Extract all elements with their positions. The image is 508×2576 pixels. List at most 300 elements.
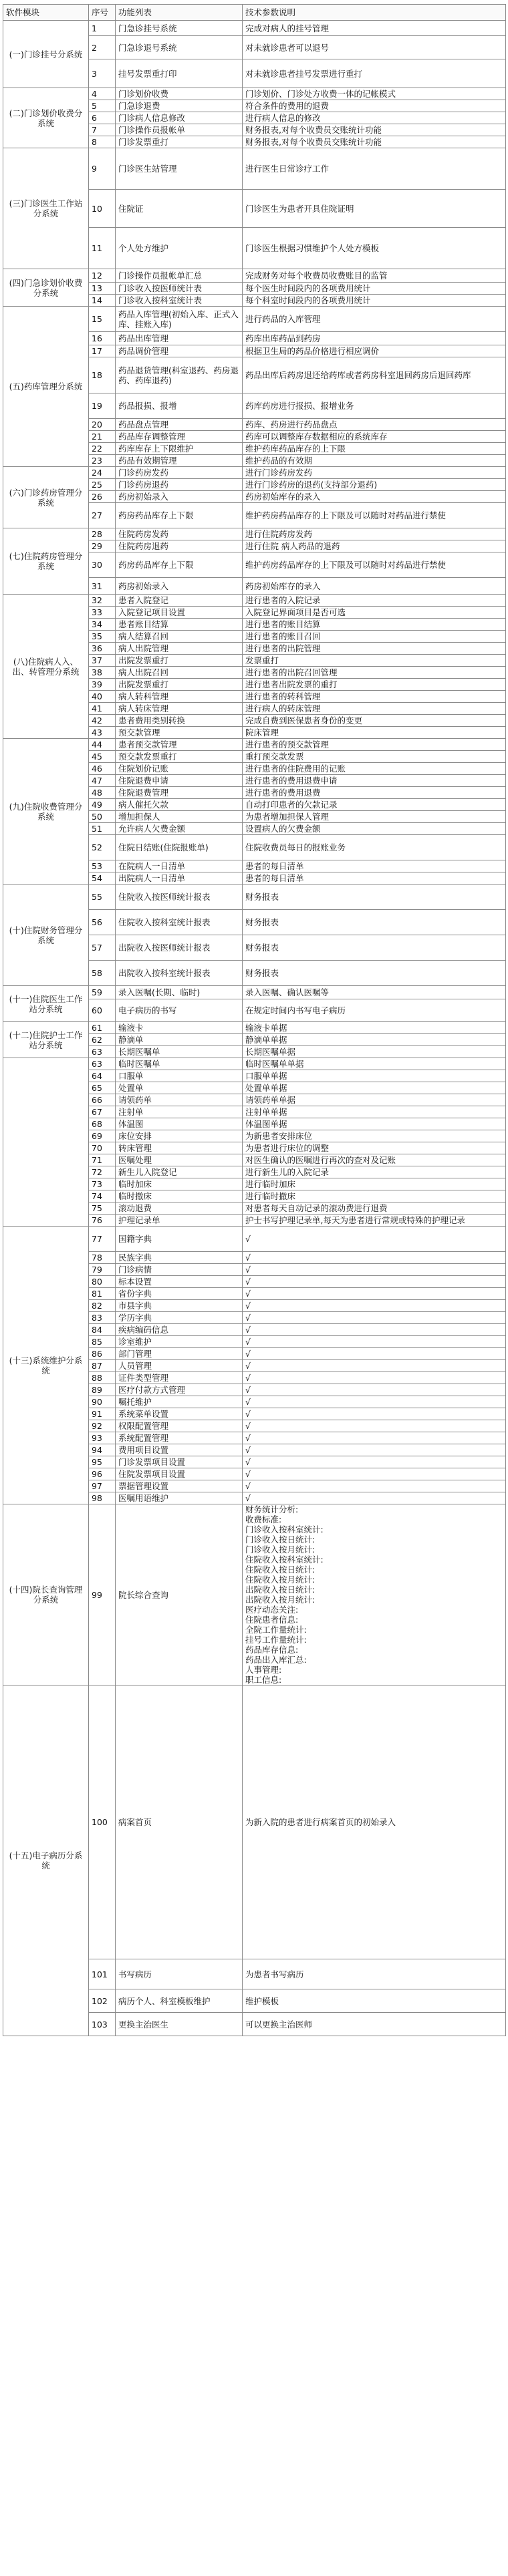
param-cell: 门诊医生根据习惯维护个人处方模板 xyxy=(243,228,506,269)
param-cell: 进行患者的账目结算 xyxy=(243,619,506,631)
param-cell: √ xyxy=(243,1408,506,1420)
function-cell: 门诊收入按医师统计表 xyxy=(116,283,243,295)
module-cell: (十四)院长查询管理分系统 xyxy=(3,1504,89,1685)
module-cell: (十)住院财务管理分系统 xyxy=(3,884,89,986)
header-seq: 序号 xyxy=(89,5,116,21)
seq-cell: 99 xyxy=(89,1504,116,1685)
function-cell: 民族字典 xyxy=(116,1252,243,1264)
seq-cell: 25 xyxy=(89,479,116,491)
param-cell: √ xyxy=(243,1324,506,1336)
seq-cell: 24 xyxy=(89,467,116,479)
seq-cell: 69 xyxy=(89,1130,116,1142)
param-cell: 静滴单单据 xyxy=(243,1034,506,1046)
function-cell: 病人结算召回 xyxy=(116,631,243,643)
seq-cell: 23 xyxy=(89,455,116,467)
seq-cell: 98 xyxy=(89,1492,116,1504)
seq-cell: 21 xyxy=(89,431,116,443)
seq-cell: 103 xyxy=(89,2013,116,2036)
param-cell: 门诊医生为患者开具住院证明 xyxy=(243,190,506,228)
table-row xyxy=(3,307,506,332)
module-cell: (九)住院收费管理分系统 xyxy=(3,739,89,884)
seq-cell: 40 xyxy=(89,691,116,703)
seq-cell: 32 xyxy=(89,595,116,607)
seq-cell: 63 xyxy=(89,1058,116,1070)
function-cell: 病人转床管理 xyxy=(116,703,243,715)
seq-cell: 38 xyxy=(89,667,116,679)
param-cell: 维护药品的有效期 xyxy=(243,455,506,467)
function-cell: 门诊药房发药 xyxy=(116,467,243,479)
seq-cell: 81 xyxy=(89,1288,116,1300)
table-row xyxy=(3,148,506,190)
function-cell: 院长综合查询 xyxy=(116,1504,243,1685)
param-cell: 符合条件的费用的退费 xyxy=(243,100,506,112)
param-cell: 体温图单据 xyxy=(243,1118,506,1130)
spec-table xyxy=(3,4,506,2036)
seq-cell: 84 xyxy=(89,1324,116,1336)
param-cell: 每个医生时间段内的各项费用统计 xyxy=(243,283,506,295)
param-cell: 进行患者的费用退费申请 xyxy=(243,775,506,787)
seq-cell: 42 xyxy=(89,715,116,727)
seq-cell: 45 xyxy=(89,751,116,763)
table-row xyxy=(3,1504,506,1685)
function-cell: 床位安排 xyxy=(116,1130,243,1142)
param-cell: 发票重打 xyxy=(243,655,506,667)
function-cell: 医嘱处理 xyxy=(116,1154,243,1166)
function-cell: 药品库存调整管理 xyxy=(116,431,243,443)
seq-cell: 28 xyxy=(89,528,116,540)
seq-cell: 33 xyxy=(89,607,116,619)
param-cell: 自动打印患者的欠款记录 xyxy=(243,799,506,811)
param-cell: 进行患者的转科管理 xyxy=(243,691,506,703)
function-cell: 疾病编码信息 xyxy=(116,1324,243,1336)
seq-cell: 96 xyxy=(89,1468,116,1480)
table-row xyxy=(3,21,506,36)
param-cell: 进行临时加床 xyxy=(243,1178,506,1190)
seq-cell: 102 xyxy=(89,1989,116,2013)
seq-cell: 74 xyxy=(89,1190,116,1202)
table-row xyxy=(3,1685,506,1959)
param-cell: 为患者进行床位的调整 xyxy=(243,1142,506,1154)
function-cell: 门诊药房退药 xyxy=(116,479,243,491)
param-cell: 入院登记界面项目是否可选 xyxy=(243,607,506,619)
spec-document xyxy=(3,4,505,2572)
function-cell: 门急诊退号系统 xyxy=(116,36,243,59)
seq-cell: 73 xyxy=(89,1178,116,1190)
function-cell: 病人出院管理 xyxy=(116,643,243,655)
param-cell: 药库可以调整库存数据相应的系统库存 xyxy=(243,431,506,443)
seq-cell: 86 xyxy=(89,1348,116,1360)
param-cell: 进行患者的预交款管理 xyxy=(243,739,506,751)
function-cell: 门诊操作员报帐单 xyxy=(116,124,243,136)
seq-cell: 59 xyxy=(89,986,116,999)
function-cell: 药房初始录入 xyxy=(116,491,243,503)
function-cell: 住院退费申请 xyxy=(116,775,243,787)
seq-cell: 9 xyxy=(89,148,116,190)
function-cell: 医疗付款方式管理 xyxy=(116,1384,243,1396)
param-cell: 药库出库药品到药房 xyxy=(243,332,506,345)
seq-cell: 53 xyxy=(89,860,116,872)
function-cell: 票据管理设置 xyxy=(116,1480,243,1492)
seq-cell: 7 xyxy=(89,124,116,136)
seq-cell: 12 xyxy=(89,269,116,283)
function-cell: 入院登记项目设置 xyxy=(116,607,243,619)
seq-cell: 17 xyxy=(89,345,116,357)
spec-table-body xyxy=(3,21,506,2036)
param-cell: √ xyxy=(243,1276,506,1288)
param-cell: 维护药房药品库存的上下限及可以随时对药品进行禁使 xyxy=(243,552,506,578)
param-cell: 维护药房药品库存的上下限及可以随时对药品进行禁使 xyxy=(243,503,506,528)
table-row xyxy=(3,595,506,607)
seq-cell: 76 xyxy=(89,1215,116,1227)
param-cell: 对患者每天自动记录的滚动费进行退费 xyxy=(243,1202,506,1215)
seq-cell: 87 xyxy=(89,1360,116,1372)
seq-cell: 8 xyxy=(89,136,116,148)
function-cell: 药品出库管理 xyxy=(116,332,243,345)
param-cell: √ xyxy=(243,1360,506,1372)
param-cell: 每个科室时间段内的各项费用统计 xyxy=(243,295,506,307)
table-row xyxy=(3,1022,506,1034)
seq-cell: 19 xyxy=(89,393,116,419)
module-cell: (二)门诊划价收费分系统 xyxy=(3,88,89,148)
module-cell: (十三)系统维护分系统 xyxy=(3,1227,89,1504)
param-cell: √ xyxy=(243,1336,506,1348)
param-cell: 进行患者的费用退费 xyxy=(243,787,506,799)
param-cell: 为新入院的患者进行病案首页的初始录入 xyxy=(243,1685,506,1959)
seq-cell: 54 xyxy=(89,872,116,884)
param-cell: 药品出库后药房退还给药库或者药房科室退回药房后退回药库 xyxy=(243,357,506,393)
param-cell: 重打预交款发票 xyxy=(243,751,506,763)
seq-cell: 44 xyxy=(89,739,116,751)
seq-cell: 15 xyxy=(89,307,116,332)
seq-cell: 97 xyxy=(89,1480,116,1492)
seq-cell: 46 xyxy=(89,763,116,775)
module-cell: (十五)电子病历分系统 xyxy=(3,1685,89,2036)
function-cell: 药品盘点管理 xyxy=(116,419,243,431)
seq-cell: 70 xyxy=(89,1142,116,1154)
module-cell: (一)门诊挂号分系统 xyxy=(3,21,89,88)
function-cell: 出院病人一日清单 xyxy=(116,872,243,884)
param-cell: 维护模板 xyxy=(243,1989,506,2013)
function-cell: 证件类型管理 xyxy=(116,1372,243,1384)
param-cell: 长期医嘱单据 xyxy=(243,1046,506,1058)
seq-cell: 16 xyxy=(89,332,116,345)
param-cell: 财务报表 xyxy=(243,884,506,910)
param-cell: 维护药库药品库存的上下限 xyxy=(243,443,506,455)
seq-cell: 66 xyxy=(89,1094,116,1106)
seq-cell: 47 xyxy=(89,775,116,787)
seq-cell: 29 xyxy=(89,540,116,552)
seq-cell: 13 xyxy=(89,283,116,295)
function-cell: 门诊病人信息修改 xyxy=(116,112,243,124)
seq-cell: 64 xyxy=(89,1070,116,1082)
function-cell: 病人转科管理 xyxy=(116,691,243,703)
module-cell: (六)门诊药房管理分系统 xyxy=(3,467,89,528)
seq-cell: 36 xyxy=(89,643,116,655)
function-cell: 省份字典 xyxy=(116,1288,243,1300)
function-cell: 住院收入按科室统计报表 xyxy=(116,910,243,935)
function-cell: 药品退货管理(科室退药、药房退药、药库退药) xyxy=(116,357,243,393)
param-cell: √ xyxy=(243,1312,506,1324)
module-cell: (四)门急诊划价收费分系统 xyxy=(3,269,89,307)
function-cell: 门诊收入按科室统计表 xyxy=(116,295,243,307)
seq-cell: 37 xyxy=(89,655,116,667)
seq-cell: 71 xyxy=(89,1154,116,1166)
param-cell: 完成财务对每个收费员收费账目的监管 xyxy=(243,269,506,283)
function-cell: 临时加床 xyxy=(116,1178,243,1190)
seq-cell: 41 xyxy=(89,703,116,715)
module-cell: (七)住院药房管理分系统 xyxy=(3,528,89,595)
param-cell: 进行药品的入库管理 xyxy=(243,307,506,332)
param-cell: 护士书写护理记录单,每天为患者进行常规或特殊的护理记录 xyxy=(243,1215,506,1227)
module-cell: (三)门诊医生工作站分系统 xyxy=(3,148,89,269)
function-cell: 录入医嘱(长期、临时) xyxy=(116,986,243,999)
param-cell: 药房初始库存的录入 xyxy=(243,491,506,503)
param-cell: √ xyxy=(243,1227,506,1252)
param-cell: 输液卡单据 xyxy=(243,1022,506,1034)
param-cell: 药库药房进行报损、报增业务 xyxy=(243,393,506,419)
param-cell: √ xyxy=(243,1420,506,1432)
param-cell: 为患者增加担保人管理 xyxy=(243,811,506,823)
function-cell: 标本设置 xyxy=(116,1276,243,1288)
function-cell: 人员管理 xyxy=(116,1360,243,1372)
function-cell: 市县字典 xyxy=(116,1300,243,1312)
param-cell: 药库、药房进行药品盘点 xyxy=(243,419,506,431)
param-cell: 进行医生日常诊疗工作 xyxy=(243,148,506,190)
function-cell: 门诊操作员报帐单汇总 xyxy=(116,269,243,283)
seq-cell: 83 xyxy=(89,1312,116,1324)
param-cell: 根据卫生局的药品价格进行相应调价 xyxy=(243,345,506,357)
param-cell: 进行新生儿的入院记录 xyxy=(243,1166,506,1178)
seq-cell: 52 xyxy=(89,835,116,860)
seq-cell: 92 xyxy=(89,1420,116,1432)
function-cell: 电子病历的书写 xyxy=(116,999,243,1022)
function-cell: 住院日结账(住院报账单) xyxy=(116,835,243,860)
function-cell: 病人催托欠款 xyxy=(116,799,243,811)
seq-cell: 27 xyxy=(89,503,116,528)
param-cell: 请领药单单据 xyxy=(243,1094,506,1106)
param-cell: 完成对病人的挂号管理 xyxy=(243,21,506,36)
param-cell: √ xyxy=(243,1396,506,1408)
function-cell: 住院退费管理 xyxy=(116,787,243,799)
seq-cell: 91 xyxy=(89,1408,116,1420)
seq-cell: 14 xyxy=(89,295,116,307)
seq-cell: 18 xyxy=(89,357,116,393)
table-row xyxy=(3,739,506,751)
seq-cell: 55 xyxy=(89,884,116,910)
function-cell: 病案首页 xyxy=(116,1685,243,1959)
seq-cell: 20 xyxy=(89,419,116,431)
function-cell: 门诊发票重打 xyxy=(116,136,243,148)
function-cell: 书写病历 xyxy=(116,1959,243,1989)
function-cell: 医嘱用语维护 xyxy=(116,1492,243,1504)
seq-cell: 101 xyxy=(89,1959,116,1989)
seq-cell: 48 xyxy=(89,787,116,799)
param-cell: 财务报表 xyxy=(243,935,506,961)
seq-cell: 78 xyxy=(89,1252,116,1264)
seq-cell: 85 xyxy=(89,1336,116,1348)
seq-cell: 82 xyxy=(89,1300,116,1312)
function-cell: 转床管理 xyxy=(116,1142,243,1154)
seq-cell: 2 xyxy=(89,36,116,59)
seq-cell: 95 xyxy=(89,1456,116,1468)
param-cell: 进行患者的账目召回 xyxy=(243,631,506,643)
module-cell: (八)住院病人入、出、转管理分系统 xyxy=(3,595,89,739)
seq-cell: 90 xyxy=(89,1396,116,1408)
table-row xyxy=(3,884,506,910)
function-cell: 门诊病情 xyxy=(116,1264,243,1276)
seq-cell: 10 xyxy=(89,190,116,228)
param-cell: √ xyxy=(243,1492,506,1504)
function-cell: 住院证 xyxy=(116,190,243,228)
function-cell: 出院收入按医师统计报表 xyxy=(116,935,243,961)
param-cell: 住院收费员每日的报账业务 xyxy=(243,835,506,860)
function-cell: 学历字典 xyxy=(116,1312,243,1324)
function-cell: 静滴单 xyxy=(116,1034,243,1046)
function-cell: 更换主治医生 xyxy=(116,2013,243,2036)
table-row xyxy=(3,1058,506,1070)
header-row xyxy=(3,5,506,21)
param-cell: √ xyxy=(243,1372,506,1384)
param-cell: √ xyxy=(243,1288,506,1300)
module-cell xyxy=(3,1058,89,1227)
function-cell: 请领药单 xyxy=(116,1094,243,1106)
function-cell: 病人出院召回 xyxy=(116,667,243,679)
seq-cell: 51 xyxy=(89,823,116,835)
seq-cell: 4 xyxy=(89,88,116,100)
table-row xyxy=(3,1227,506,1252)
function-cell: 门诊医生站管理 xyxy=(116,148,243,190)
param-cell: 为患者书写病历 xyxy=(243,1959,506,1989)
seq-cell: 62 xyxy=(89,1034,116,1046)
seq-cell: 63 xyxy=(89,1046,116,1058)
seq-cell: 61 xyxy=(89,1022,116,1034)
param-cell: 进行患者的住院费用的记账 xyxy=(243,763,506,775)
param-cell: √ xyxy=(243,1444,506,1456)
param-cell: 门诊划价、门诊处方收费一体的记帐模式 xyxy=(243,88,506,100)
function-cell: 个人处方维护 xyxy=(116,228,243,269)
param-cell: √ xyxy=(243,1252,506,1264)
seq-cell: 67 xyxy=(89,1106,116,1118)
function-cell: 病历个人、科室模板维护 xyxy=(116,1989,243,2013)
param-cell: 进行患者的入院记录 xyxy=(243,595,506,607)
function-cell: 出院收入按科室统计报表 xyxy=(116,961,243,986)
function-cell: 门诊发票项目设置 xyxy=(116,1456,243,1468)
seq-cell: 93 xyxy=(89,1432,116,1444)
function-cell: 部门管理 xyxy=(116,1348,243,1360)
param-cell: 处置单单据 xyxy=(243,1082,506,1094)
param-cell: 临时医嘱单单据 xyxy=(243,1058,506,1070)
table-row xyxy=(3,467,506,479)
param-cell: √ xyxy=(243,1456,506,1468)
header-func: 功能列表 xyxy=(116,5,243,21)
seq-cell: 49 xyxy=(89,799,116,811)
function-cell: 输液卡 xyxy=(116,1022,243,1034)
function-cell: 诊室维护 xyxy=(116,1336,243,1348)
function-cell: 滚动退费 xyxy=(116,1202,243,1215)
param-cell: 设置病人的欠费金额 xyxy=(243,823,506,835)
param-cell: 进行住院 病人药品的退药 xyxy=(243,540,506,552)
param-cell: 进行门诊药房的退药(支持部分退药) xyxy=(243,479,506,491)
param-cell: 进行病人的转床管理 xyxy=(243,703,506,715)
function-cell: 权限配置管理 xyxy=(116,1420,243,1432)
function-cell: 长期医嘱单 xyxy=(116,1046,243,1058)
function-cell: 口服单 xyxy=(116,1070,243,1082)
function-cell: 注射单 xyxy=(116,1106,243,1118)
param-cell: 在规定时间内书写电子病历 xyxy=(243,999,506,1022)
param-cell: 患者的每日清单 xyxy=(243,872,506,884)
param-cell: √ xyxy=(243,1264,506,1276)
param-cell: 进行住院药房发药 xyxy=(243,528,506,540)
function-cell: 住院划价记账 xyxy=(116,763,243,775)
function-cell: 门急诊退费 xyxy=(116,100,243,112)
function-cell: 患者入院登记 xyxy=(116,595,243,607)
seq-cell: 31 xyxy=(89,578,116,595)
header-module: 软件模块 xyxy=(3,5,89,21)
function-cell: 药品报损、报增 xyxy=(116,393,243,419)
function-cell: 系统配置管理 xyxy=(116,1432,243,1444)
function-cell: 处置单 xyxy=(116,1082,243,1094)
param-cell: 财务报表 xyxy=(243,961,506,986)
param-cell: 财务报表,对每个收费员交账统计功能 xyxy=(243,124,506,136)
table-row xyxy=(3,88,506,100)
param-cell: 对未就诊患者可以退号 xyxy=(243,36,506,59)
param-cell: 进行患者出院发票的重打 xyxy=(243,679,506,691)
seq-cell: 57 xyxy=(89,935,116,961)
function-cell: 住院发票项目设置 xyxy=(116,1468,243,1480)
seq-cell: 50 xyxy=(89,811,116,823)
param-cell: 为新患者安排床位 xyxy=(243,1130,506,1142)
seq-cell: 79 xyxy=(89,1264,116,1276)
module-cell: (十一)住院医生工作站分系统 xyxy=(3,986,89,1022)
param-cell: 进行病人信息的修改 xyxy=(243,112,506,124)
param-cell: 注射单单据 xyxy=(243,1106,506,1118)
seq-cell: 68 xyxy=(89,1118,116,1130)
function-cell: 患者费用类别转换 xyxy=(116,715,243,727)
function-cell: 门诊划价收费 xyxy=(116,88,243,100)
seq-cell: 39 xyxy=(89,679,116,691)
seq-cell: 35 xyxy=(89,631,116,643)
param-cell: √ xyxy=(243,1348,506,1360)
param-cell: 进行门诊药房发药 xyxy=(243,467,506,479)
seq-cell: 11 xyxy=(89,228,116,269)
function-cell: 患者预交款管理 xyxy=(116,739,243,751)
function-cell: 增加担保人 xyxy=(116,811,243,823)
param-cell: 院床管理 xyxy=(243,727,506,739)
param-cell: 对未就诊患者挂号发票进行重打 xyxy=(243,59,506,88)
module-cell: (五)药库管理分系统 xyxy=(3,307,89,467)
function-cell: 药房初始录入 xyxy=(116,578,243,595)
param-cell: 对医生确认的医嘱进行再次的查对及记账 xyxy=(243,1154,506,1166)
seq-cell: 72 xyxy=(89,1166,116,1178)
param-cell: 药房初始库存的录入 xyxy=(243,578,506,595)
seq-cell: 3 xyxy=(89,59,116,88)
function-cell: 药品入库管理(初始入库、正式入库、挂账入库) xyxy=(116,307,243,332)
seq-cell: 56 xyxy=(89,910,116,935)
function-cell: 患者账目结算 xyxy=(116,619,243,631)
param-cell: 进行患者的出院召回管理 xyxy=(243,667,506,679)
seq-cell: 65 xyxy=(89,1082,116,1094)
header-param: 技术参数说明 xyxy=(243,5,506,21)
seq-cell: 34 xyxy=(89,619,116,631)
param-cell: √ xyxy=(243,1432,506,1444)
function-cell: 出院发票重打 xyxy=(116,655,243,667)
function-cell: 国籍字典 xyxy=(116,1227,243,1252)
param-cell: 财务报表,对每个收费员交账统计功能 xyxy=(243,136,506,148)
param-cell: √ xyxy=(243,1384,506,1396)
function-cell: 药品调价管理 xyxy=(116,345,243,357)
function-cell: 药房药品库存上下限 xyxy=(116,503,243,528)
param-cell: 财务报表 xyxy=(243,910,506,935)
